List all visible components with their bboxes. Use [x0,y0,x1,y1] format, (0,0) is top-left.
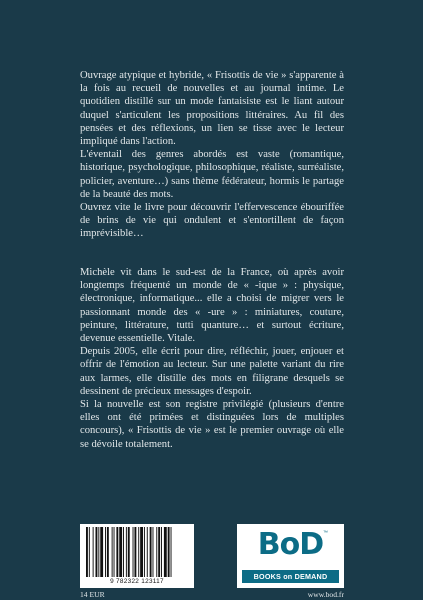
book-blurb [80,69,344,241]
blurb-paragraph: Ouvrage atypique et hybride, « Frisottis de vie » s'apparente à la fois au recueil de nouvelles et au journal intime. Le quotidien distillé sur un mode fantaisiste est le liant autour duquel s'articulent les propositions littéraires. Au fil des pensées et des réflexions, un lien se tisse avec le lecteur impliqué dans l'action. [80,70,344,148]
price-label: 14 EUR [80,590,105,599]
barcode-bar [171,527,172,577]
barcode-bar [164,527,167,577]
barcode-bar [128,527,130,577]
barcode-bar [93,527,94,577]
barcode-bar [126,527,127,577]
barcode-bar [168,527,170,577]
barcode-bar [134,527,136,577]
logo-wordmark: BoD [257,527,324,562]
barcode-bar [119,527,122,577]
isbn-barcode [80,524,194,588]
logo-trademark: ™ [323,530,328,536]
barcode-bar [144,527,145,577]
barcode-bar [89,527,90,577]
barcode-bar [161,527,162,577]
barcode-bar [123,527,124,577]
barcode-bar [138,527,139,577]
barcode-bar [116,527,118,577]
barcode-bar [100,527,103,577]
barcode-bar [96,527,98,577]
barcode-bar [153,527,154,577]
publisher-logo [237,524,344,588]
isbn-number: 9 782322 123117 [110,578,164,585]
barcode-bar [112,527,113,577]
author-paragraph: Depuis 2005, elle écrit pour dire, réfléchir, jouer, enjouer et offrir de l'émotion au lecteur. Sur une palette variant du rire aux larmes, elle distille des mots en filigrane desquels se dessinent de précieux messages d'espoir. [80,346,344,397]
logo-tagline: BOOKS on DEMAND [242,570,339,583]
barcode-bar [86,527,88,577]
barcode-bar [133,527,134,577]
barcode-bars [84,527,190,577]
blurb-paragraph: L'éventail des genres abordés est vaste (romantique, historique, psychologique, philosophique, réaliste, surréaliste, policier, aventure…) sans thème fédérateur, hormis le partage de la beauté des mots. [80,149,344,200]
barcode-bar [147,527,148,577]
barcode-bar [107,527,109,577]
website-label: www.bod.fr [307,590,344,599]
author-paragraph: Si la nouvelle est son registre privilégié (plusieurs d'entre elles ont été primées et distinguées lors de multiples concours), « Frisottis de vie » est le premier ouvrage où elle se dévoile totalement. [80,399,344,450]
blurb-paragraph: Ouvrez vite le livre pour découvrir l'effervescence ébouriffée de brins de vie qui ondulent et s'entortillent de façon imprévisible… [80,202,344,240]
barcode-bar [158,527,160,577]
barcode-bar [156,527,157,577]
barcode-bar [140,527,143,577]
author-paragraph: Michèle vit dans le sud-est de la France, où après avoir longtemps fréquenté un monde de « -ique » : physique, électronique, informatique... elle a choisi de migrer vers le passionnant monde des « -ure » : miniatures, couture, peinture, littérature, tutti quanture… et surtout écriture, devenue essentielle. Vitale. [80,267,344,345]
barcode-bar [114,527,115,577]
barcode-bar [105,527,106,577]
barcode-bar [150,527,152,577]
author-bio [80,266,344,451]
barcode-bar [98,527,99,577]
